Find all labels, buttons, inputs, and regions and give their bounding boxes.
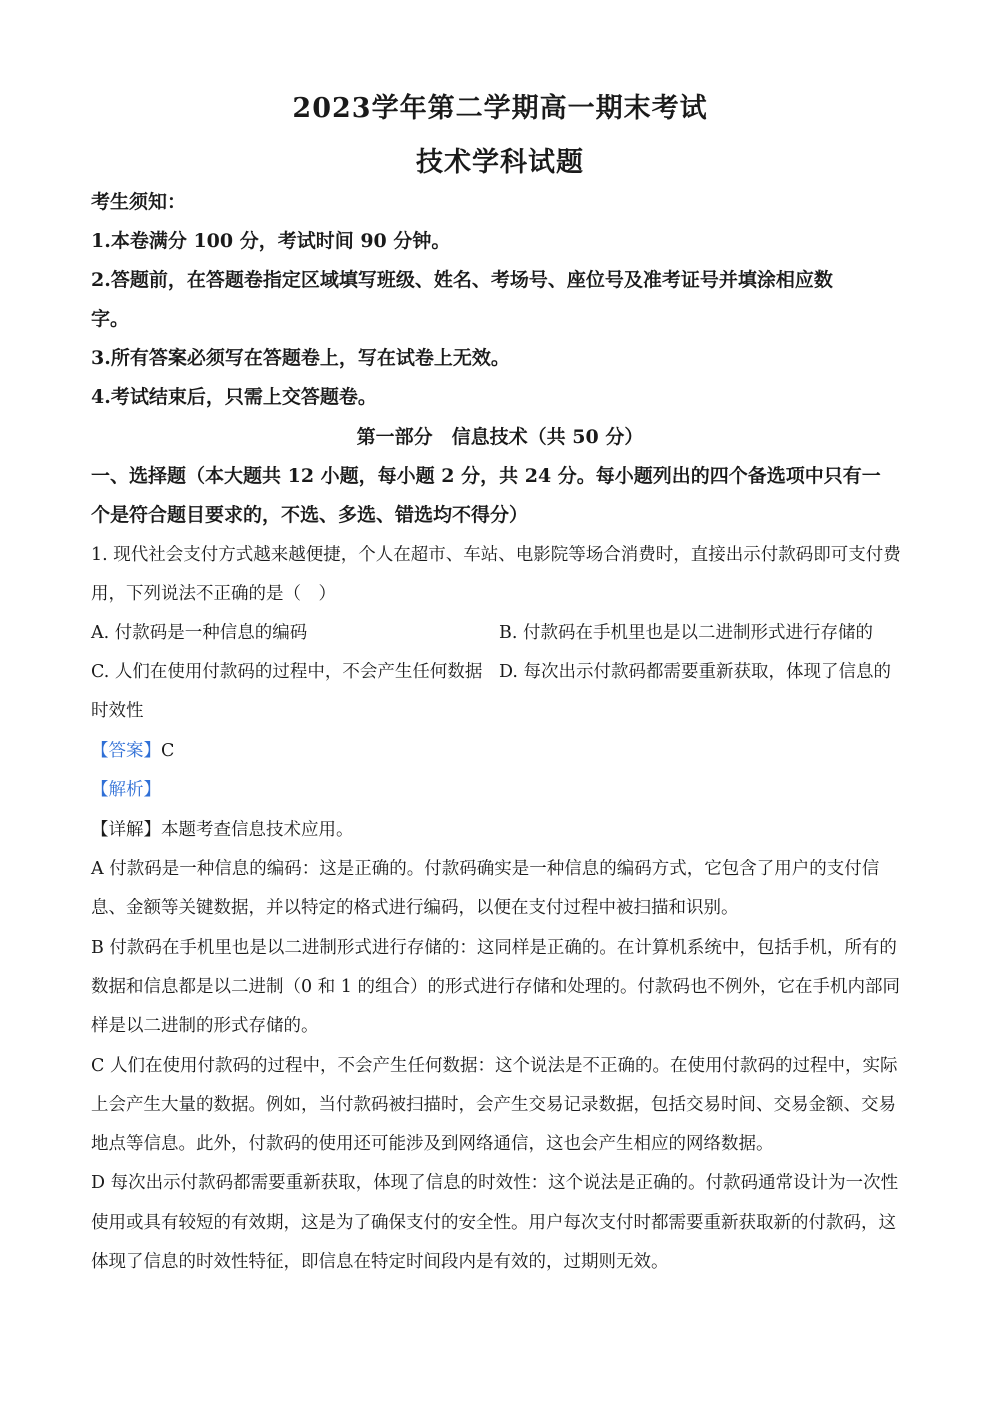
answer-value: C bbox=[161, 741, 175, 761]
part-title: 第一部分 信息技术（共 50 分） bbox=[356, 426, 644, 448]
detail-intro: 本题考查信息技术应用。 bbox=[161, 820, 354, 840]
explanation-a-cont: 息、金额等关键数据，并以特定的格式进行编码，以便在支付过程中被扫描和识别。 bbox=[91, 898, 739, 918]
explanation-b: B 付款码在手机里也是以二进制形式进行存储的：这同样是正确的。在计算机系统中，包括手机，所有的 bbox=[91, 938, 897, 958]
notice-item-3: 3.所有答案必须写在答题卷上，写在试卷上无效。 bbox=[91, 347, 510, 369]
option-d-cont: 时效性 bbox=[91, 701, 144, 721]
answer-line bbox=[91, 739, 911, 763]
explanation-d-cont-2: 体现了信息的时效性特征，即信息在特定时间段内是有效的，过期则无效。 bbox=[91, 1252, 669, 1272]
analysis-tag: 【解析】 bbox=[91, 780, 161, 800]
explanation-c-cont-2: 地点等信息。此外，付款码的使用还可能涉及到网络通信，这也会产生相应的网络数据。 bbox=[91, 1134, 774, 1154]
notice-item-2: 2.答题前，在答题卷指定区域填写班级、姓名、考场号、座位号及准考证号并填涂相应数 bbox=[91, 269, 833, 291]
exam-subtitle: 技术学科试题 bbox=[416, 147, 584, 178]
question-1-stem: 1. 现代社会支付方式越来越便捷，个人在超市、车站、电影院等场合消费时，直接出示付款码即可支付费 bbox=[91, 545, 901, 565]
explanation-d-cont: 使用或具有较短的有效期，这是为了确保支付的安全性。用户每次支付时都需要重新获取新的付款码，这 bbox=[91, 1213, 896, 1233]
explanation-c: C 人们在使用付款码的过程中，不会产生任何数据：这个说法是不正确的。在使用付款码的过程中，实际 bbox=[91, 1056, 898, 1076]
notice-heading: 考生须知： bbox=[91, 191, 187, 213]
explanation-d: D 每次出示付款码都需要重新获取，体现了信息的时效性：这个说法是正确的。付款码通常设计为一次性 bbox=[91, 1173, 899, 1193]
notice-item-4: 4.考试结束后，只需上交答题卷。 bbox=[91, 386, 377, 408]
option-b: B. 付款码在手机里也是以二进制形式进行存储的 bbox=[499, 623, 873, 643]
option-a: A. 付款码是一种信息的编码 bbox=[91, 623, 308, 643]
question-1-stem-cont: 用，下列说法不正确的是（ ） bbox=[91, 584, 336, 604]
question-type-heading-cont: 个是符合题目要求的，不选、多选、错选均不得分） bbox=[91, 504, 529, 526]
detail-tag: 【详解】 bbox=[91, 820, 161, 840]
option-c: C. 人们在使用付款码的过程中，不会产生任何数据 bbox=[91, 662, 483, 682]
option-d: D. 每次出示付款码都需要重新获取，体现了信息的 bbox=[499, 662, 892, 682]
detail-line bbox=[91, 818, 911, 842]
explanation-b-cont-2: 样是以二进制的形式存储的。 bbox=[91, 1016, 319, 1036]
notice-item-1: 1.本卷满分 100 分，考试时间 90 分钟。 bbox=[91, 230, 451, 252]
notice-item-2-cont: 字。 bbox=[91, 308, 130, 330]
explanation-a: A 付款码是一种信息的编码：这是正确的。付款码确实是一种信息的编码方式，它包含了用户的支付信 bbox=[91, 859, 880, 879]
exam-title: 2023学年第二学期高一期末考试 bbox=[292, 93, 708, 124]
explanation-b-cont: 数据和信息都是以二进制（0 和 1 的组合）的形式进行存储和处理的。付款码也不例外，它在手机内部同 bbox=[91, 977, 900, 997]
question-type-heading: 一、选择题（本大题共 12 小题，每小题 2 分，共 24 分。每小题列出的四个备选项中只有一 bbox=[91, 465, 881, 487]
explanation-c-cont: 上会产生大量的数据。例如，当付款码被扫描时，会产生交易记录数据，包括交易时间、交易金额、交易 bbox=[91, 1095, 896, 1115]
answer-tag: 【答案】 bbox=[91, 741, 161, 761]
